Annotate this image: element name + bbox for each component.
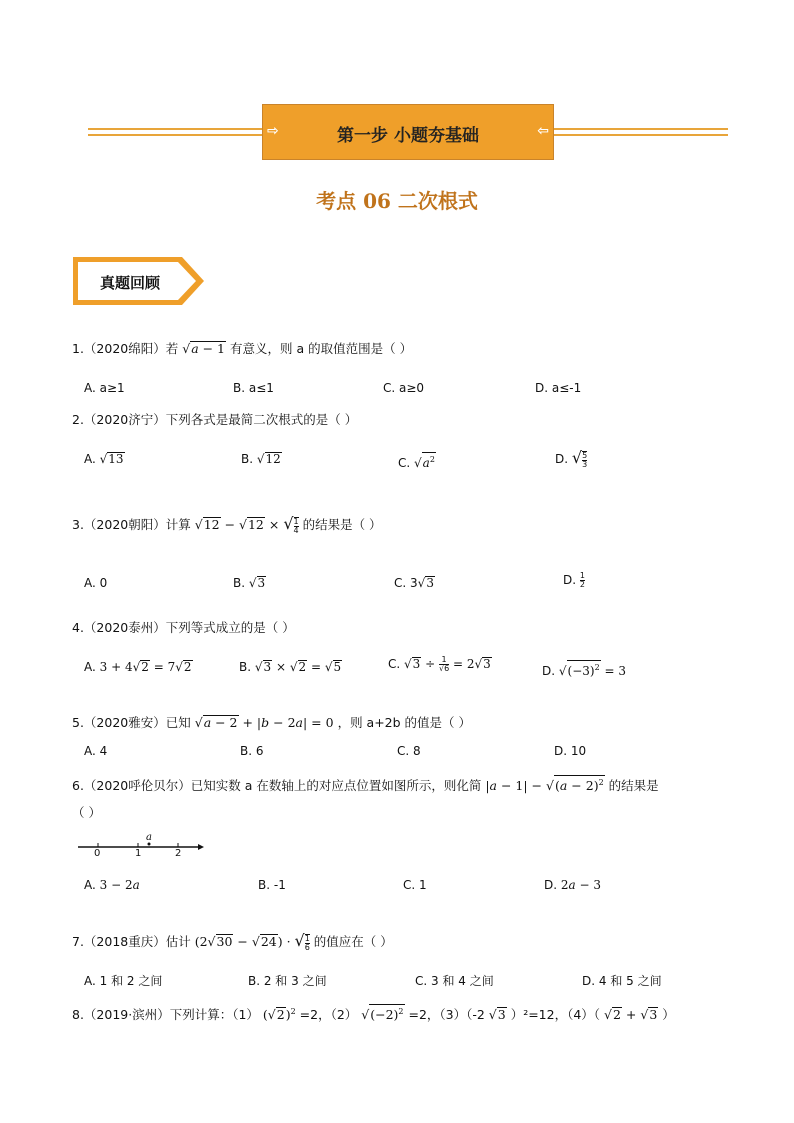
q4-option-a: A. 3 + 4√2 = 7√2	[84, 660, 192, 674]
q6-option-c: C. 1	[403, 878, 427, 892]
question-1: 1.（2020绵阳）若 √a − 1 有意义，则 a 的取值范围是（ ）	[72, 341, 413, 356]
question-7: 7.（2018重庆）估计 (2√30 − √24) · √ $\frac{1}{6}$ 的值应在（ ）	[72, 931, 393, 952]
q7-option-d: D. 4 和 5 之间	[582, 974, 662, 988]
q5-option-b: B. 6	[240, 744, 264, 758]
q3-option-a: A. 0	[84, 576, 108, 590]
topic-title: 考点 06 二次根式	[316, 189, 478, 213]
q4-option-b: B. √3 × √2 = √5	[239, 660, 342, 674]
section-tag-label: 真题回顾	[100, 274, 161, 292]
numberline-label-2: 2	[175, 848, 182, 859]
step-banner	[262, 104, 554, 160]
q4-option-c: C. √3 ÷ $\frac{1}{√6}$ = 2√3	[388, 655, 491, 673]
q6-option-a: A. 3 − 2a	[84, 878, 140, 892]
q6-option-d: D. 2a − 3	[544, 878, 601, 892]
banner-title: 第一步 小题夯基础	[337, 126, 479, 146]
question-4: 4.（2020泰州）下列等式成立的是（ ）	[72, 620, 295, 635]
q2-option-a: A. √13	[84, 452, 124, 466]
q6-option-b: B. -1	[258, 878, 286, 892]
q7-option-c: C. 3 和 4 之间	[415, 974, 494, 988]
q2-option-d: D. √ $\frac{5}{3}$	[555, 448, 588, 469]
q3-option-c: C. 3√3	[394, 576, 434, 590]
q7-option-a: A. 1 和 2 之间	[84, 974, 163, 988]
question-6: 6.（2020呼伦贝尔）已知实数 a 在数轴上的对应点位置如图所示，则化简 $|a - 1| - √(a - 2)^2$ 的结果是	[72, 775, 659, 794]
header-line-left-bottom	[88, 134, 262, 136]
q3-option-b: B. √3	[233, 576, 266, 590]
q7-option-b: B. 2 和 3 之间	[248, 974, 327, 988]
q1-option-d: D. a≤-1	[535, 381, 582, 395]
numberline-label-0: 0	[94, 848, 101, 859]
q1-option-b: B. a≤1	[233, 381, 274, 395]
q4-option-d: D. $√(-3)^2 = 3$	[542, 660, 626, 678]
question-3: 3.（2020朝阳）计算 √12 − √12 × √ $\frac{1}{4}$ 的结果是（ ）	[72, 514, 382, 535]
header-line-right-bottom	[554, 134, 728, 136]
header-line-right-top	[554, 128, 728, 130]
numberline-label-1: 1	[135, 848, 142, 859]
q5-option-a: A. 4	[84, 744, 108, 758]
q2-option-c: C. $√a^2$	[398, 452, 436, 470]
q1-option-c: C. a≥0	[383, 381, 425, 395]
question-2: 2.（2020济宁）下列各式是最简二次根式的是（ ）	[72, 412, 358, 427]
header-line-left-top	[88, 128, 262, 130]
q2-option-b: B. √12	[241, 452, 281, 466]
q5-option-d: D. 10	[554, 744, 587, 758]
q1-option-a: A. a≥1	[84, 381, 125, 395]
question-5: 5.（2020雅安）已知 √a − 2 + |b − 2a| = 0 ，则 a+2b 的值是（ ）	[72, 715, 472, 730]
q5-option-c: C. 8	[397, 744, 421, 758]
question-6-line-2: （ ）	[72, 805, 101, 820]
q3-option-d: D. $\frac{1}{2}$	[563, 571, 585, 589]
right-arrow-icon: ⇨	[267, 123, 279, 139]
left-arrow-icon: ⇦	[537, 123, 549, 139]
numberline-point-label: a	[146, 832, 152, 843]
question-8: 8.（2019·滨州）下列计算：（1） $(√2)^2 =2$，（2） $√(-2)^2 =2$，（3）（-2 √3 ）²=12，（4）（ √2 + √3 ）	[72, 1004, 675, 1023]
